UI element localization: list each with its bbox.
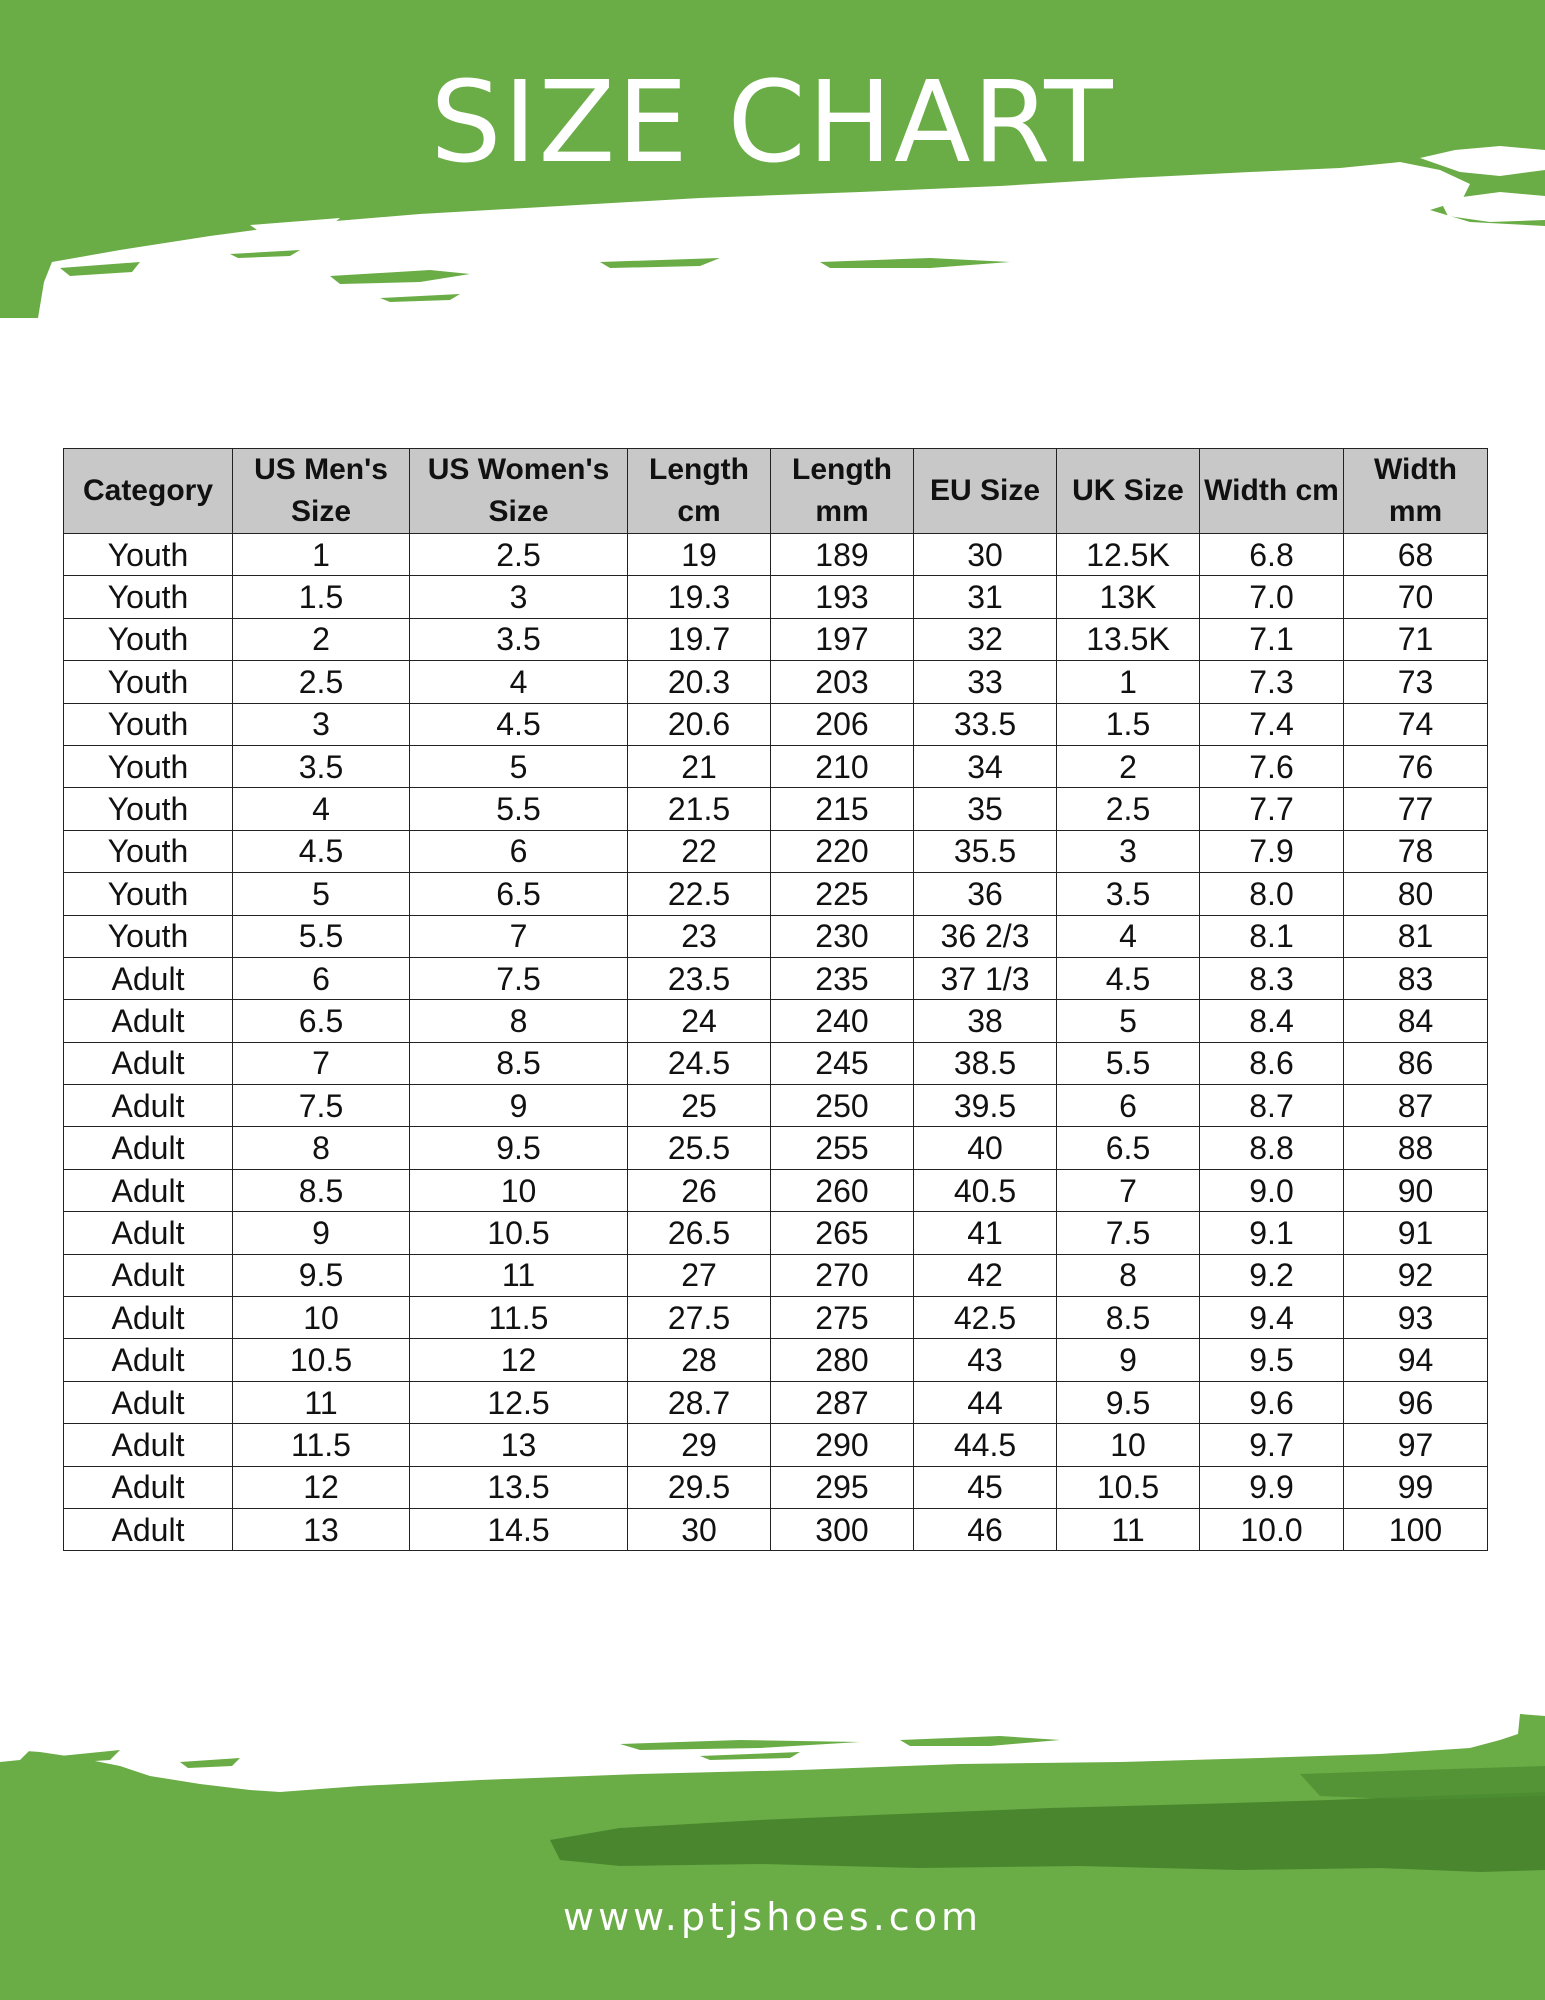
table-row xyxy=(64,1042,1488,1084)
table-row xyxy=(64,1212,1488,1254)
table-row xyxy=(64,618,1488,660)
table-cell: 7.5 xyxy=(410,957,628,999)
table-row xyxy=(64,1085,1488,1127)
table-cell: 193 xyxy=(771,576,914,618)
table-cell: 28 xyxy=(628,1339,771,1381)
table-cell: Adult xyxy=(64,1466,233,1508)
table-cell: 4.5 xyxy=(1057,957,1200,999)
table-cell: Adult xyxy=(64,1212,233,1254)
table-cell: 9 xyxy=(410,1085,628,1127)
table-cell: 9.5 xyxy=(1200,1339,1344,1381)
table-cell: 42.5 xyxy=(914,1297,1057,1339)
table-cell: 6.8 xyxy=(1200,534,1344,576)
table-cell: 3.5 xyxy=(1057,873,1200,915)
table-cell: 81 xyxy=(1344,915,1488,957)
table-cell: 2.5 xyxy=(410,534,628,576)
table-row xyxy=(64,957,1488,999)
header-banner xyxy=(0,0,1545,330)
table-cell: 295 xyxy=(771,1466,914,1508)
table-cell: 44 xyxy=(914,1381,1057,1423)
table-cell: 4 xyxy=(1057,915,1200,957)
table-cell: 7.5 xyxy=(1057,1212,1200,1254)
table-cell: 84 xyxy=(1344,1000,1488,1042)
table-cell: 13.5K xyxy=(1057,618,1200,660)
table-cell: 7 xyxy=(233,1042,410,1084)
table-cell: 80 xyxy=(1344,873,1488,915)
table-row xyxy=(64,576,1488,618)
table-cell: 6.5 xyxy=(233,1000,410,1042)
table-row xyxy=(64,1127,1488,1169)
table-cell: 88 xyxy=(1344,1127,1488,1169)
table-cell: 9.5 xyxy=(410,1127,628,1169)
table-cell: 7.7 xyxy=(1200,788,1344,830)
table-cell: 9 xyxy=(1057,1339,1200,1381)
table-cell: 8.1 xyxy=(1200,915,1344,957)
table-row xyxy=(64,1424,1488,1466)
table-cell: 7.0 xyxy=(1200,576,1344,618)
table-cell: 40 xyxy=(914,1127,1057,1169)
table-cell: 70 xyxy=(1344,576,1488,618)
table-cell: 1 xyxy=(233,534,410,576)
table-cell: 74 xyxy=(1344,703,1488,745)
table-cell: Adult xyxy=(64,1000,233,1042)
table-cell: Youth xyxy=(64,745,233,787)
table-cell: 4 xyxy=(410,661,628,703)
table-cell: 92 xyxy=(1344,1254,1488,1296)
column-header: US Men's Size xyxy=(233,449,410,534)
table-cell: 5.5 xyxy=(1057,1042,1200,1084)
table-cell: 7.3 xyxy=(1200,661,1344,703)
table-cell: 87 xyxy=(1344,1085,1488,1127)
table-cell: 9.4 xyxy=(1200,1297,1344,1339)
footer-brush-background xyxy=(0,1700,1545,2000)
footer-banner xyxy=(0,1700,1545,2000)
column-header: EU Size xyxy=(914,449,1057,534)
table-cell: 22 xyxy=(628,830,771,872)
table-cell: 8.7 xyxy=(1200,1085,1344,1127)
table-cell: 38 xyxy=(914,1000,1057,1042)
table-cell: Adult xyxy=(64,957,233,999)
table-cell: Adult xyxy=(64,1381,233,1423)
table-cell: 7.6 xyxy=(1200,745,1344,787)
table-cell: 290 xyxy=(771,1424,914,1466)
table-cell: 33.5 xyxy=(914,703,1057,745)
table-cell: 270 xyxy=(771,1254,914,1296)
table-cell: 9 xyxy=(233,1212,410,1254)
table-cell: 5 xyxy=(233,873,410,915)
table-row xyxy=(64,1508,1488,1550)
table-cell: 20.3 xyxy=(628,661,771,703)
table-cell: 44.5 xyxy=(914,1424,1057,1466)
table-cell: 46 xyxy=(914,1508,1057,1550)
table-cell: Youth xyxy=(64,618,233,660)
table-row xyxy=(64,1000,1488,1042)
column-header: Length cm xyxy=(628,449,771,534)
table-cell: Youth xyxy=(64,788,233,830)
table-cell: 10.5 xyxy=(410,1212,628,1254)
table-cell: 2 xyxy=(1057,745,1200,787)
table-cell: 203 xyxy=(771,661,914,703)
table-cell: 86 xyxy=(1344,1042,1488,1084)
table-cell: 9.0 xyxy=(1200,1169,1344,1211)
table-cell: Youth xyxy=(64,915,233,957)
table-cell: 39.5 xyxy=(914,1085,1057,1127)
table-cell: 27 xyxy=(628,1254,771,1296)
table-cell: 7.4 xyxy=(1200,703,1344,745)
table-cell: Youth xyxy=(64,873,233,915)
table-cell: 20.6 xyxy=(628,703,771,745)
table-row xyxy=(64,873,1488,915)
table-cell: 13K xyxy=(1057,576,1200,618)
table-cell: 3.5 xyxy=(410,618,628,660)
table-cell: 9.9 xyxy=(1200,1466,1344,1508)
table-cell: 21.5 xyxy=(628,788,771,830)
table-cell: 10.0 xyxy=(1200,1508,1344,1550)
table-cell: 210 xyxy=(771,745,914,787)
table-row xyxy=(64,1254,1488,1296)
table-cell: 22.5 xyxy=(628,873,771,915)
table-cell: 235 xyxy=(771,957,914,999)
table-cell: 6 xyxy=(1057,1085,1200,1127)
table-cell: 280 xyxy=(771,1339,914,1381)
table-cell: 10.5 xyxy=(233,1339,410,1381)
table-cell: 1.5 xyxy=(1057,703,1200,745)
table-cell: Adult xyxy=(64,1042,233,1084)
table-cell: Adult xyxy=(64,1254,233,1296)
table-cell: 260 xyxy=(771,1169,914,1211)
table-cell: 7.1 xyxy=(1200,618,1344,660)
table-cell: 4.5 xyxy=(410,703,628,745)
table-cell: Youth xyxy=(64,576,233,618)
table-cell: Adult xyxy=(64,1508,233,1550)
table-cell: 7 xyxy=(1057,1169,1200,1211)
table-cell: 30 xyxy=(628,1508,771,1550)
table-cell: 12.5 xyxy=(410,1381,628,1423)
table-cell: 23 xyxy=(628,915,771,957)
table-row xyxy=(64,1297,1488,1339)
table-cell: 7.5 xyxy=(233,1085,410,1127)
table-cell: 2.5 xyxy=(233,661,410,703)
table-cell: 36 xyxy=(914,873,1057,915)
table-cell: 9.5 xyxy=(1057,1381,1200,1423)
table-cell: 11.5 xyxy=(410,1297,628,1339)
table-cell: 19 xyxy=(628,534,771,576)
column-header: Category xyxy=(64,449,233,534)
table-cell: 2 xyxy=(233,618,410,660)
table-cell: 68 xyxy=(1344,534,1488,576)
table-cell: 34 xyxy=(914,745,1057,787)
table-cell: Youth xyxy=(64,830,233,872)
table-cell: 4 xyxy=(233,788,410,830)
table-cell: 83 xyxy=(1344,957,1488,999)
table-cell: 26 xyxy=(628,1169,771,1211)
table-cell: Adult xyxy=(64,1169,233,1211)
table-row xyxy=(64,661,1488,703)
table-cell: 96 xyxy=(1344,1381,1488,1423)
table-cell: 3 xyxy=(233,703,410,745)
table-cell: 30 xyxy=(914,534,1057,576)
table-cell: 197 xyxy=(771,618,914,660)
table-cell: 71 xyxy=(1344,618,1488,660)
table-cell: 8.4 xyxy=(1200,1000,1344,1042)
table-row xyxy=(64,915,1488,957)
table-cell: 41 xyxy=(914,1212,1057,1254)
table-cell: 7.9 xyxy=(1200,830,1344,872)
table-cell: 275 xyxy=(771,1297,914,1339)
table-cell: 11.5 xyxy=(233,1424,410,1466)
table-cell: 2.5 xyxy=(1057,788,1200,830)
table-cell: 9.5 xyxy=(233,1254,410,1296)
table-cell: 6.5 xyxy=(1057,1127,1200,1169)
table-cell: 38.5 xyxy=(914,1042,1057,1084)
table-cell: Adult xyxy=(64,1424,233,1466)
table-cell: 206 xyxy=(771,703,914,745)
table-cell: 100 xyxy=(1344,1508,1488,1550)
table-cell: 25 xyxy=(628,1085,771,1127)
table-cell: 8 xyxy=(1057,1254,1200,1296)
table-cell: 45 xyxy=(914,1466,1057,1508)
table-cell: 35.5 xyxy=(914,830,1057,872)
table-cell: 255 xyxy=(771,1127,914,1169)
table-cell: 9.6 xyxy=(1200,1381,1344,1423)
table-cell: 25.5 xyxy=(628,1127,771,1169)
table-cell: 24 xyxy=(628,1000,771,1042)
table-cell: 77 xyxy=(1344,788,1488,830)
table-cell: 10 xyxy=(233,1297,410,1339)
table-cell: 8.6 xyxy=(1200,1042,1344,1084)
table-cell: 13.5 xyxy=(410,1466,628,1508)
table-cell: 5 xyxy=(1057,1000,1200,1042)
table-cell: 9.2 xyxy=(1200,1254,1344,1296)
table-cell: 33 xyxy=(914,661,1057,703)
table-header-row xyxy=(64,449,1488,534)
table-cell: 35 xyxy=(914,788,1057,830)
table-cell: 8.3 xyxy=(1200,957,1344,999)
table-cell: 10 xyxy=(410,1169,628,1211)
table-cell: 13 xyxy=(233,1508,410,1550)
table-cell: 5.5 xyxy=(410,788,628,830)
table-cell: 29.5 xyxy=(628,1466,771,1508)
table-cell: 230 xyxy=(771,915,914,957)
size-chart-table-container xyxy=(63,448,1487,1551)
column-header: Width cm xyxy=(1200,449,1344,534)
table-row xyxy=(64,788,1488,830)
column-header: Width mm xyxy=(1344,449,1488,534)
column-header: UK Size xyxy=(1057,449,1200,534)
table-row xyxy=(64,1339,1488,1381)
table-cell: 78 xyxy=(1344,830,1488,872)
table-cell: 8.5 xyxy=(1057,1297,1200,1339)
column-header: Length mm xyxy=(771,449,914,534)
table-cell: 12 xyxy=(233,1466,410,1508)
table-cell: 1 xyxy=(1057,661,1200,703)
table-cell: 42 xyxy=(914,1254,1057,1296)
table-cell: 8.8 xyxy=(1200,1127,1344,1169)
table-cell: 24.5 xyxy=(628,1042,771,1084)
table-row xyxy=(64,745,1488,787)
table-cell: 14.5 xyxy=(410,1508,628,1550)
table-cell: 4.5 xyxy=(233,830,410,872)
table-row xyxy=(64,1381,1488,1423)
table-cell: 5.5 xyxy=(233,915,410,957)
table-cell: 240 xyxy=(771,1000,914,1042)
table-cell: 3.5 xyxy=(233,745,410,787)
table-cell: 93 xyxy=(1344,1297,1488,1339)
table-cell: 99 xyxy=(1344,1466,1488,1508)
table-cell: 12 xyxy=(410,1339,628,1381)
table-cell: 6 xyxy=(410,830,628,872)
table-cell: 3 xyxy=(1057,830,1200,872)
table-cell: Adult xyxy=(64,1297,233,1339)
table-cell: 31 xyxy=(914,576,1057,618)
table-cell: 11 xyxy=(410,1254,628,1296)
table-cell: Adult xyxy=(64,1127,233,1169)
table-cell: 220 xyxy=(771,830,914,872)
table-cell: 1.5 xyxy=(233,576,410,618)
table-cell: 5 xyxy=(410,745,628,787)
table-cell: 19.7 xyxy=(628,618,771,660)
table-cell: 8 xyxy=(410,1000,628,1042)
table-cell: 23.5 xyxy=(628,957,771,999)
table-row xyxy=(64,1169,1488,1211)
table-cell: 12.5K xyxy=(1057,534,1200,576)
table-cell: 13 xyxy=(410,1424,628,1466)
table-cell: 215 xyxy=(771,788,914,830)
table-cell: 8.5 xyxy=(410,1042,628,1084)
table-cell: 287 xyxy=(771,1381,914,1423)
table-cell: 21 xyxy=(628,745,771,787)
table-cell: Youth xyxy=(64,534,233,576)
table-cell: 19.3 xyxy=(628,576,771,618)
table-cell: 225 xyxy=(771,873,914,915)
website-url: www.ptjshoes.com xyxy=(563,1895,982,1939)
table-row xyxy=(64,830,1488,872)
table-cell: 265 xyxy=(771,1212,914,1254)
table-cell: Adult xyxy=(64,1085,233,1127)
table-cell: 6.5 xyxy=(410,873,628,915)
table-row xyxy=(64,1466,1488,1508)
table-cell: 91 xyxy=(1344,1212,1488,1254)
table-cell: 76 xyxy=(1344,745,1488,787)
table-cell: 300 xyxy=(771,1508,914,1550)
table-row xyxy=(64,703,1488,745)
table-cell: 11 xyxy=(233,1381,410,1423)
table-cell: Adult xyxy=(64,1339,233,1381)
table-cell: 28.7 xyxy=(628,1381,771,1423)
table-cell: 32 xyxy=(914,618,1057,660)
table-cell: 26.5 xyxy=(628,1212,771,1254)
table-cell: 189 xyxy=(771,534,914,576)
table-cell: 94 xyxy=(1344,1339,1488,1381)
table-cell: 8.5 xyxy=(233,1169,410,1211)
table-cell: 10 xyxy=(1057,1424,1200,1466)
table-cell: 36 2/3 xyxy=(914,915,1057,957)
table-cell: 73 xyxy=(1344,661,1488,703)
table-cell: 6 xyxy=(233,957,410,999)
table-cell: 245 xyxy=(771,1042,914,1084)
table-cell: 97 xyxy=(1344,1424,1488,1466)
table-cell: 43 xyxy=(914,1339,1057,1381)
table-cell: 8 xyxy=(233,1127,410,1169)
table-cell: Youth xyxy=(64,661,233,703)
table-cell: 3 xyxy=(410,576,628,618)
table-cell: 250 xyxy=(771,1085,914,1127)
table-cell: 9.1 xyxy=(1200,1212,1344,1254)
table-cell: 90 xyxy=(1344,1169,1488,1211)
table-cell: 9.7 xyxy=(1200,1424,1344,1466)
page-title: SIZE CHART xyxy=(430,58,1115,188)
table-cell: 27.5 xyxy=(628,1297,771,1339)
column-header: US Women's Size xyxy=(410,449,628,534)
table-cell: 37 1/3 xyxy=(914,957,1057,999)
table-body xyxy=(64,534,1488,1551)
table-cell: 8.0 xyxy=(1200,873,1344,915)
table-cell: 11 xyxy=(1057,1508,1200,1550)
table-cell: 10.5 xyxy=(1057,1466,1200,1508)
table-cell: 7 xyxy=(410,915,628,957)
size-chart-table xyxy=(63,448,1488,1551)
table-cell: 29 xyxy=(628,1424,771,1466)
table-cell: Youth xyxy=(64,703,233,745)
table-row xyxy=(64,534,1488,576)
table-cell: 40.5 xyxy=(914,1169,1057,1211)
